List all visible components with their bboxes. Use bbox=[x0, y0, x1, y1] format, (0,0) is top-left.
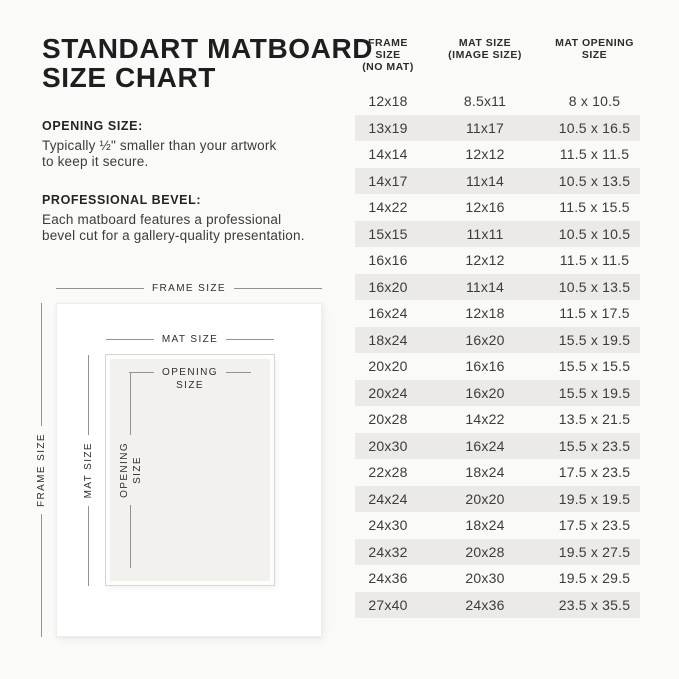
table-cell: 20x30 bbox=[368, 437, 408, 454]
table-row bbox=[355, 247, 640, 274]
table-cell: 12x18 bbox=[368, 93, 408, 110]
table-cell: 14x17 bbox=[368, 172, 408, 189]
section-body-line: Typically ½" smaller than your artwork bbox=[42, 138, 277, 153]
dimension-line bbox=[41, 303, 42, 426]
table-row bbox=[355, 274, 640, 301]
title-line-1: STANDART MATBOARD bbox=[42, 33, 374, 64]
dimension-line bbox=[130, 372, 131, 435]
frame-size-top-dimension bbox=[56, 283, 322, 294]
table-cell: 16x16 bbox=[368, 252, 408, 269]
table-cell: 13x19 bbox=[368, 119, 408, 136]
opening-size-left-dimension bbox=[117, 372, 144, 568]
table-cell: 20x28 bbox=[465, 543, 505, 560]
table-row bbox=[355, 300, 640, 327]
table-cell: 12x16 bbox=[465, 199, 505, 216]
table-row bbox=[355, 486, 640, 513]
dimension-label bbox=[162, 366, 218, 392]
table-cell: 12x12 bbox=[465, 146, 505, 163]
table-cell: 10.5 x 10.5 bbox=[558, 225, 631, 242]
frame-size-left-dimension bbox=[34, 303, 48, 637]
table-cell: 10.5 x 13.5 bbox=[558, 172, 631, 189]
table-cell: 11x11 bbox=[466, 225, 504, 242]
dimension-line bbox=[88, 355, 89, 435]
table-cell: 20x20 bbox=[465, 490, 505, 507]
table-row bbox=[355, 221, 640, 248]
dimension-line bbox=[226, 372, 251, 373]
table-cell: 20x24 bbox=[368, 384, 408, 401]
header-line: MAT OPENING bbox=[555, 37, 634, 49]
table-cell: 18x24 bbox=[465, 517, 505, 534]
section-heading: OPENING SIZE: bbox=[42, 119, 143, 133]
table-row bbox=[355, 194, 640, 221]
table-cell: 14x22 bbox=[368, 199, 408, 216]
table-cell: 11x17 bbox=[465, 119, 505, 136]
table-row bbox=[355, 327, 640, 354]
dimension-line bbox=[130, 505, 131, 568]
table-cell: 24x36 bbox=[368, 570, 408, 587]
table-cell: 20x30 bbox=[465, 570, 505, 587]
table-cell: 15.5 x 15.5 bbox=[558, 358, 631, 375]
dimension-label bbox=[118, 442, 144, 498]
table-cell: 16x16 bbox=[465, 358, 505, 375]
table-row bbox=[355, 88, 640, 115]
table-cell: 18x24 bbox=[465, 464, 505, 481]
table-cell: 20x20 bbox=[368, 358, 408, 375]
table-cell: 15.5 x 19.5 bbox=[558, 384, 631, 401]
dimension-label: FRAME SIZE bbox=[35, 433, 47, 508]
table-cell: 19.5 x 19.5 bbox=[558, 490, 631, 507]
table-cell: 15x15 bbox=[368, 225, 408, 242]
table-row bbox=[355, 141, 640, 168]
page-title bbox=[42, 34, 373, 92]
table-cell: 18x24 bbox=[368, 331, 408, 348]
table-cell: 23.5 x 35.5 bbox=[558, 596, 631, 613]
dimension-label-line: OPENING bbox=[162, 367, 218, 378]
table-row bbox=[355, 406, 640, 433]
dimension-label: MAT SIZE bbox=[161, 334, 219, 345]
table-cell: 16x24 bbox=[465, 437, 505, 454]
header-cell-mat-size bbox=[421, 37, 549, 73]
table-cell: 17.5 x 23.5 bbox=[558, 517, 631, 534]
dimension-label-line: SIZE bbox=[131, 456, 143, 484]
mat-size-left-dimension bbox=[81, 355, 95, 586]
title-line-2: SIZE CHART bbox=[42, 62, 216, 93]
dimension-label: MAT SIZE bbox=[82, 442, 94, 499]
table-cell: 11x14 bbox=[465, 278, 505, 295]
table-cell: 11.5 x 17.5 bbox=[559, 305, 630, 322]
header-cell-mat-opening bbox=[549, 37, 640, 73]
table-cell: 12x12 bbox=[465, 252, 505, 269]
dimension-label-line: OPENING bbox=[118, 442, 130, 498]
table-row bbox=[355, 459, 640, 486]
table-cell: 11.5 x 11.5 bbox=[559, 146, 630, 163]
table-cell: 27x40 bbox=[368, 596, 408, 613]
table-cell: 22x28 bbox=[368, 464, 408, 481]
table-body bbox=[355, 88, 640, 618]
table-cell: 11x14 bbox=[465, 172, 505, 189]
table-cell: 16x20 bbox=[465, 331, 505, 348]
table-cell: 14x14 bbox=[368, 146, 408, 163]
table-row bbox=[355, 592, 640, 619]
table-cell: 12x18 bbox=[465, 305, 505, 322]
table-cell: 20x28 bbox=[368, 411, 408, 428]
section-opening-size bbox=[42, 119, 342, 169]
table-cell: 15.5 x 19.5 bbox=[558, 331, 631, 348]
section-body-line: Each matboard features a professional bbox=[42, 212, 282, 227]
dimension-line bbox=[56, 288, 144, 289]
section-body-line: bevel cut for a gallery-quality presentation. bbox=[42, 227, 305, 243]
mat-size-top-dimension bbox=[106, 334, 274, 345]
dimension-line bbox=[234, 288, 322, 289]
header-cell-frame-size bbox=[355, 37, 421, 73]
table-cell: 14x22 bbox=[465, 411, 505, 428]
table-cell: 24x30 bbox=[368, 517, 408, 534]
section-professional-bevel bbox=[42, 193, 342, 243]
table-row bbox=[355, 353, 640, 380]
table-cell: 24x36 bbox=[465, 596, 505, 613]
header-line: (IMAGE SIZE) bbox=[448, 49, 522, 61]
dimension-line bbox=[41, 514, 42, 637]
table-cell: 19.5 x 29.5 bbox=[558, 570, 631, 587]
header-line: SIZE bbox=[581, 49, 608, 61]
dimension-label-line: SIZE bbox=[176, 380, 204, 391]
table-cell: 16x24 bbox=[368, 305, 408, 322]
table-cell: 16x20 bbox=[465, 384, 505, 401]
section-heading: PROFESSIONAL BEVEL: bbox=[42, 193, 202, 207]
table-cell: 24x32 bbox=[368, 543, 408, 560]
table-cell: 10.5 x 13.5 bbox=[558, 278, 631, 295]
section-body-line: to keep it secure. bbox=[42, 153, 149, 169]
table-cell: 17.5 x 23.5 bbox=[558, 464, 631, 481]
dimension-label: FRAME SIZE bbox=[152, 283, 227, 294]
dimension-line bbox=[106, 339, 154, 340]
header-line: (NO MAT) bbox=[362, 61, 414, 73]
table-cell: 8 x 10.5 bbox=[568, 93, 621, 110]
table-cell: 13.5 x 21.5 bbox=[558, 411, 631, 428]
opening-size-top-dimension bbox=[129, 366, 251, 392]
table-row bbox=[355, 512, 640, 539]
dimension-line bbox=[226, 339, 274, 340]
table-cell: 11.5 x 11.5 bbox=[559, 252, 630, 269]
table-row bbox=[355, 539, 640, 566]
table-cell: 10.5 x 16.5 bbox=[558, 119, 631, 136]
header-line: FRAME SIZE bbox=[368, 37, 408, 61]
table-row bbox=[355, 168, 640, 195]
table-row bbox=[355, 380, 640, 407]
table-row bbox=[355, 115, 640, 142]
dimension-line bbox=[88, 506, 89, 586]
table-cell: 16x20 bbox=[368, 278, 408, 295]
table-cell: 19.5 x 27.5 bbox=[558, 543, 631, 560]
table-cell: 15.5 x 23.5 bbox=[558, 437, 631, 454]
table-row bbox=[355, 565, 640, 592]
table-row bbox=[355, 433, 640, 460]
table-cell: 8.5x11 bbox=[463, 93, 507, 110]
table-header bbox=[355, 37, 640, 73]
table-cell: 11.5 x 15.5 bbox=[559, 199, 630, 216]
header-line: MAT SIZE bbox=[458, 37, 512, 49]
table-cell: 24x24 bbox=[368, 490, 408, 507]
